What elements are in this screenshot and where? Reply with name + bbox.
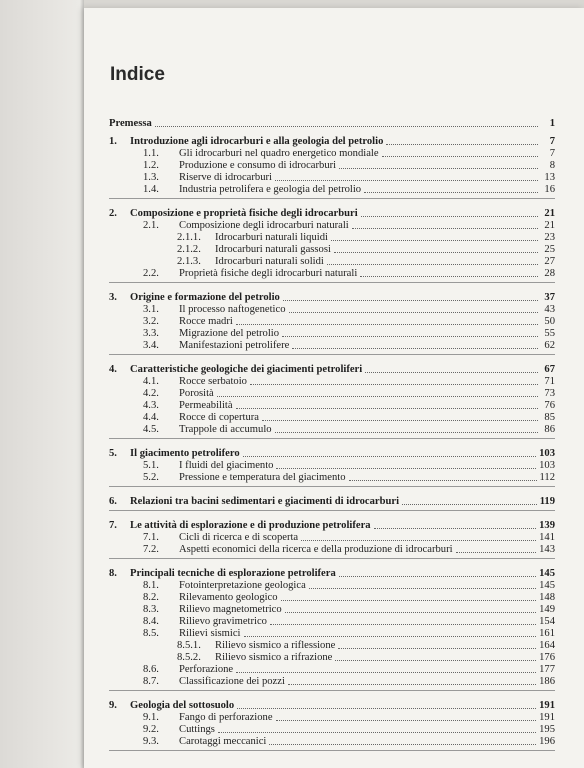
toc-section-7-1[interactable] bbox=[109, 532, 555, 544]
dot-leader bbox=[364, 192, 538, 193]
toc-entry-title: Le attività di esplorazione e di produzione petrolifera bbox=[130, 520, 371, 531]
toc-entry-title: Principali tecniche di esplorazione petrolifera bbox=[130, 568, 336, 579]
toc-entry-title: Pressione e temperatura del giacimento bbox=[179, 472, 346, 483]
toc-section-2-2[interactable] bbox=[109, 268, 555, 280]
toc-section-4-1[interactable] bbox=[109, 376, 555, 388]
dot-leader bbox=[275, 432, 538, 433]
toc-page-number: 154 bbox=[539, 616, 555, 627]
toc-section-5-2[interactable] bbox=[109, 472, 555, 484]
toc-entry-title: Il processo naftogenetico bbox=[179, 304, 286, 315]
dot-leader bbox=[339, 576, 536, 577]
dot-leader bbox=[262, 420, 538, 421]
toc-entry-title: Gli idrocarburi nel quadro energetico mondiale bbox=[179, 148, 379, 159]
toc-entry-title: Trappole di accumulo bbox=[179, 424, 272, 435]
dot-leader bbox=[250, 384, 538, 385]
toc-entry-number: 6. bbox=[109, 496, 117, 507]
toc-entry-number: 4. bbox=[109, 364, 117, 375]
toc-entry-title: Carotaggi meccanici bbox=[179, 736, 267, 747]
toc-entry-number: 1. bbox=[109, 136, 117, 147]
page-title: Indice bbox=[110, 64, 165, 85]
toc-entry-title: Permeabilità bbox=[179, 400, 233, 411]
toc-page-number: 1 bbox=[549, 118, 555, 129]
toc-page-number: 186 bbox=[539, 676, 555, 687]
toc-page-number: 145 bbox=[539, 580, 555, 591]
toc-page-number: 28 bbox=[544, 268, 555, 279]
toc-entry-title: Classificazione dei pozzi bbox=[179, 676, 285, 687]
toc-entry-title: Caratteristiche geologiche dei giacimenti petroliferi bbox=[130, 364, 363, 375]
toc-entry-number: 8.5. bbox=[143, 628, 159, 639]
toc-entry-number: 3.2. bbox=[143, 316, 159, 327]
toc-entry-title: Manifestazioni petrolifere bbox=[179, 340, 290, 351]
toc-entry-number: 2. bbox=[109, 208, 117, 219]
toc-entry-number: 8.4. bbox=[143, 616, 159, 627]
dot-leader bbox=[243, 456, 536, 457]
toc-page-number: 195 bbox=[539, 724, 555, 735]
toc-entry-number: 8.6. bbox=[143, 664, 159, 675]
toc-entry-title: Fango di perforazione bbox=[179, 712, 273, 723]
dot-leader bbox=[335, 660, 536, 661]
toc-page-number: 62 bbox=[544, 340, 555, 351]
toc-page-number: 119 bbox=[539, 496, 555, 507]
dot-leader bbox=[382, 156, 538, 157]
toc-entry-title: Idrocarburi naturali solidi bbox=[215, 256, 324, 267]
dot-leader bbox=[339, 168, 538, 169]
dot-leader bbox=[276, 468, 536, 469]
toc-page-number: 73 bbox=[544, 388, 555, 399]
toc-entry-number: 1.4. bbox=[143, 184, 159, 195]
toc-page-number: 103 bbox=[539, 448, 555, 459]
toc-entry-number: 8. bbox=[109, 568, 117, 579]
dot-leader bbox=[244, 636, 537, 637]
toc-section-8-2[interactable] bbox=[109, 592, 555, 604]
toc-page-number: 37 bbox=[544, 292, 555, 303]
toc-entry-title: Rilevamento geologico bbox=[179, 592, 278, 603]
toc-entry-title: I fluidi del giacimento bbox=[179, 460, 274, 471]
toc-section-8-7[interactable] bbox=[109, 676, 555, 688]
toc-entry-number: 1.2. bbox=[143, 160, 159, 171]
dot-leader bbox=[285, 612, 536, 613]
toc-page-number: 16 bbox=[544, 184, 555, 195]
toc-entry-number: 1.1. bbox=[143, 148, 159, 159]
dot-leader bbox=[338, 648, 536, 649]
toc-entry-number: 8.7. bbox=[143, 676, 159, 687]
toc-section-5-1[interactable] bbox=[109, 460, 555, 472]
toc-section-3-4[interactable] bbox=[109, 340, 555, 352]
toc-section-8-3[interactable] bbox=[109, 604, 555, 616]
toc-entry-title: Composizione degli idrocarburi naturali bbox=[179, 220, 349, 231]
toc-chapter-9[interactable] bbox=[109, 700, 555, 712]
toc-entry-title: Relazioni tra bacini sedimentari e giacimenti di idrocarburi bbox=[130, 496, 400, 507]
toc-entry-number: 9. bbox=[109, 700, 117, 711]
toc-page-number: 13 bbox=[544, 172, 555, 183]
toc-entry-title: Aspetti economici della ricerca e della produzione di idrocarburi bbox=[179, 544, 453, 555]
dot-leader bbox=[361, 216, 538, 217]
toc-section-2-1-2[interactable] bbox=[109, 244, 555, 256]
toc-entry-number: 2.1.2. bbox=[177, 244, 201, 255]
toc-entry-title: Fotointerpretazione geologica bbox=[179, 580, 306, 591]
dot-leader bbox=[292, 348, 538, 349]
toc-page-number: 148 bbox=[539, 592, 555, 603]
toc-entry-number: 3.4. bbox=[143, 340, 159, 351]
dot-leader bbox=[270, 624, 536, 625]
toc-page-number: 71 bbox=[544, 376, 555, 387]
toc-section-4-3[interactable] bbox=[109, 400, 555, 412]
toc-entry-title: Industria petrolifera e geologia del petrolio bbox=[179, 184, 362, 195]
toc-section-4-4[interactable] bbox=[109, 412, 555, 424]
dot-leader bbox=[236, 408, 538, 409]
toc-entry-number: 5.2. bbox=[143, 472, 159, 483]
toc-chapter-7[interactable] bbox=[109, 520, 555, 532]
toc-page-number: 85 bbox=[544, 412, 555, 423]
dot-leader bbox=[327, 264, 538, 265]
toc-entry-title: Idrocarburi naturali liquidi bbox=[215, 232, 328, 243]
toc-entry-number: 4.5. bbox=[143, 424, 159, 435]
section-divider bbox=[109, 486, 555, 487]
toc-entry-title: Perforazione bbox=[179, 664, 234, 675]
section-divider bbox=[109, 198, 555, 199]
toc-entry-title: Composizione e proprietà fisiche degli idrocarburi bbox=[130, 208, 358, 219]
toc-entry-title: Idrocarburi naturali gassosi bbox=[215, 244, 331, 255]
toc-page-number: 191 bbox=[539, 700, 555, 711]
toc-chapter-3[interactable] bbox=[109, 292, 555, 304]
dot-leader bbox=[309, 588, 536, 589]
toc-entry-title: Cicli di ricerca e di scoperta bbox=[179, 532, 299, 543]
toc-entry-number: 4.4. bbox=[143, 412, 159, 423]
toc-section-9-3[interactable] bbox=[109, 736, 555, 748]
toc-entry-title: Migrazione del petrolio bbox=[179, 328, 280, 339]
toc-page-number: 149 bbox=[539, 604, 555, 615]
toc-chapter-5[interactable] bbox=[109, 448, 555, 460]
toc-page-number: 176 bbox=[539, 652, 555, 663]
toc-entry-title: Rilievo magnetometrico bbox=[179, 604, 282, 615]
dot-leader bbox=[374, 528, 537, 529]
toc-section-8-5-1[interactable] bbox=[109, 640, 555, 652]
toc-page-number: 191 bbox=[539, 712, 555, 723]
section-divider bbox=[109, 354, 555, 355]
dot-leader bbox=[402, 504, 537, 505]
toc-section-3-1[interactable] bbox=[109, 304, 555, 316]
toc-entry-premessa[interactable] bbox=[109, 118, 555, 130]
dot-leader bbox=[456, 552, 537, 553]
dot-leader bbox=[360, 276, 538, 277]
toc-entry-title: Proprietà fisiche degli idrocarburi naturali bbox=[179, 268, 358, 279]
toc-page-number: 139 bbox=[539, 520, 555, 531]
toc-section-1-3[interactable] bbox=[109, 172, 555, 184]
toc-page-number: 103 bbox=[539, 460, 555, 471]
toc-section-8-1[interactable] bbox=[109, 580, 555, 592]
toc-section-8-5-2[interactable] bbox=[109, 652, 555, 664]
dot-leader bbox=[301, 540, 536, 541]
toc-page-number: 7 bbox=[549, 136, 555, 147]
toc-page-number: 21 bbox=[544, 208, 555, 219]
dot-leader bbox=[349, 480, 537, 481]
toc-page-number: 25 bbox=[544, 244, 555, 255]
toc-entry-title: Rilievi sismici bbox=[179, 628, 241, 639]
dot-leader bbox=[365, 372, 538, 373]
toc-section-1-4[interactable] bbox=[109, 184, 555, 196]
toc-section-4-2[interactable] bbox=[109, 388, 555, 400]
section-divider bbox=[109, 690, 555, 691]
toc-page-number: 55 bbox=[544, 328, 555, 339]
toc-entry-number: 9.3. bbox=[143, 736, 159, 747]
section-divider bbox=[109, 510, 555, 511]
dot-leader bbox=[334, 252, 538, 253]
toc-entry-number: 9.2. bbox=[143, 724, 159, 735]
toc-entry-number: 4.1. bbox=[143, 376, 159, 387]
dot-leader bbox=[288, 684, 536, 685]
section-divider bbox=[109, 438, 555, 439]
toc-entry-title: Premessa bbox=[109, 118, 152, 129]
toc-entry-title: Il giacimento petrolifero bbox=[130, 448, 240, 459]
toc-entry-number: 8.3. bbox=[143, 604, 159, 615]
toc-section-2-1-3[interactable] bbox=[109, 256, 555, 268]
toc-chapter-4[interactable] bbox=[109, 364, 555, 376]
toc-entry-title: Porosità bbox=[179, 388, 214, 399]
toc-section-7-2[interactable] bbox=[109, 544, 555, 556]
dot-leader bbox=[269, 744, 536, 745]
toc-entry-number: 2.1.1. bbox=[177, 232, 201, 243]
toc-entry-title: Rocce serbatoio bbox=[179, 376, 247, 387]
dot-leader bbox=[275, 180, 538, 181]
toc-page-number: 141 bbox=[539, 532, 555, 543]
dot-leader bbox=[236, 672, 536, 673]
toc-page-number: 43 bbox=[544, 304, 555, 315]
toc-chapter-2[interactable] bbox=[109, 208, 555, 220]
toc-page-number: 8 bbox=[549, 160, 555, 171]
toc-chapter-8[interactable] bbox=[109, 568, 555, 580]
toc-entry-number: 7.2. bbox=[143, 544, 159, 555]
toc-entry-number: 7.1. bbox=[143, 532, 159, 543]
toc-entry-number: 8.5.1. bbox=[177, 640, 201, 651]
dot-leader bbox=[289, 312, 539, 313]
toc-chapter-6[interactable] bbox=[109, 496, 555, 508]
dot-leader bbox=[331, 240, 538, 241]
dot-leader bbox=[282, 336, 538, 337]
dot-leader bbox=[281, 600, 537, 601]
toc-entry-title: Produzione e consumo di idrocarburi bbox=[179, 160, 337, 171]
toc-section-1-1[interactable] bbox=[109, 148, 555, 160]
toc-entry-number: 2.2. bbox=[143, 268, 159, 279]
toc-entry-title: Cuttings bbox=[179, 724, 215, 735]
toc-entry-number: 4.3. bbox=[143, 400, 159, 411]
toc-entry-number: 5.1. bbox=[143, 460, 159, 471]
toc-section-1-2[interactable] bbox=[109, 160, 555, 172]
toc-section-4-5[interactable] bbox=[109, 424, 555, 436]
toc-entry-number: 8.2. bbox=[143, 592, 159, 603]
dot-leader bbox=[352, 228, 538, 229]
toc-entry-number: 9.1. bbox=[143, 712, 159, 723]
toc-page-number: 23 bbox=[544, 232, 555, 243]
toc-section-8-4[interactable] bbox=[109, 616, 555, 628]
toc-entry-number: 8.1. bbox=[143, 580, 159, 591]
toc-page-number: 164 bbox=[539, 640, 555, 651]
dot-leader bbox=[283, 300, 538, 301]
section-divider bbox=[109, 558, 555, 559]
toc-section-2-1-1[interactable] bbox=[109, 232, 555, 244]
toc-page-number: 7 bbox=[549, 148, 555, 159]
toc-entry-number: 3. bbox=[109, 292, 117, 303]
toc-entry-title: Origine e formazione del petrolio bbox=[130, 292, 280, 303]
toc-entry-number: 2.1.3. bbox=[177, 256, 201, 267]
toc-entry-number: 5. bbox=[109, 448, 117, 459]
toc-section-3-2[interactable] bbox=[109, 316, 555, 328]
toc-entry-title: Rocce di copertura bbox=[179, 412, 260, 423]
toc-entry-number: 2.1. bbox=[143, 220, 159, 231]
toc-page bbox=[84, 8, 584, 768]
toc-entry-number: 4.2. bbox=[143, 388, 159, 399]
toc-page-number: 112 bbox=[539, 472, 555, 483]
table-of-contents bbox=[109, 118, 555, 754]
toc-entry-title: Rilievo sismico a rifrazione bbox=[215, 652, 333, 663]
toc-section-9-2[interactable] bbox=[109, 724, 555, 736]
toc-entry-title: Riserve di idrocarburi bbox=[179, 172, 272, 183]
toc-entry-number: 3.1. bbox=[143, 304, 159, 315]
dot-leader bbox=[218, 732, 536, 733]
toc-page-number: 21 bbox=[544, 220, 555, 231]
dot-leader bbox=[386, 144, 538, 145]
toc-entry-title: Introduzione agli idrocarburi e alla geologia del petrolio bbox=[130, 136, 384, 147]
toc-entry-title: Rilievo gravimetrico bbox=[179, 616, 267, 627]
dot-leader bbox=[155, 126, 538, 127]
toc-entry-number: 3.3. bbox=[143, 328, 159, 339]
toc-section-8-6[interactable] bbox=[109, 664, 555, 676]
toc-page-number: 27 bbox=[544, 256, 555, 267]
toc-entry-number: 8.5.2. bbox=[177, 652, 201, 663]
toc-section-8-5[interactable] bbox=[109, 628, 555, 640]
toc-entry-number: 1.3. bbox=[143, 172, 159, 183]
toc-entry-number: 7. bbox=[109, 520, 117, 531]
section-divider bbox=[109, 750, 555, 751]
toc-entry-title: Rilievo sismico a riflessione bbox=[215, 640, 336, 651]
toc-entry-title: Geologia del sottosuolo bbox=[130, 700, 235, 711]
toc-page-number: 50 bbox=[544, 316, 555, 327]
toc-page-number: 161 bbox=[539, 628, 555, 639]
toc-section-9-1[interactable] bbox=[109, 712, 555, 724]
dot-leader bbox=[217, 396, 538, 397]
toc-page-number: 145 bbox=[539, 568, 555, 579]
toc-page-number: 177 bbox=[539, 664, 555, 675]
dot-leader bbox=[236, 324, 538, 325]
toc-page-number: 76 bbox=[544, 400, 555, 411]
toc-section-2-1[interactable] bbox=[109, 220, 555, 232]
toc-section-3-3[interactable] bbox=[109, 328, 555, 340]
dot-leader bbox=[276, 720, 537, 721]
toc-chapter-1[interactable] bbox=[109, 136, 555, 148]
left-page bbox=[0, 0, 84, 768]
toc-page-number: 86 bbox=[544, 424, 555, 435]
toc-page-number: 196 bbox=[539, 736, 555, 747]
toc-page-number: 143 bbox=[539, 544, 555, 555]
toc-page-number: 67 bbox=[544, 364, 555, 375]
dot-leader bbox=[237, 708, 536, 709]
toc-entry-title: Rocce madri bbox=[179, 316, 233, 327]
section-divider bbox=[109, 282, 555, 283]
